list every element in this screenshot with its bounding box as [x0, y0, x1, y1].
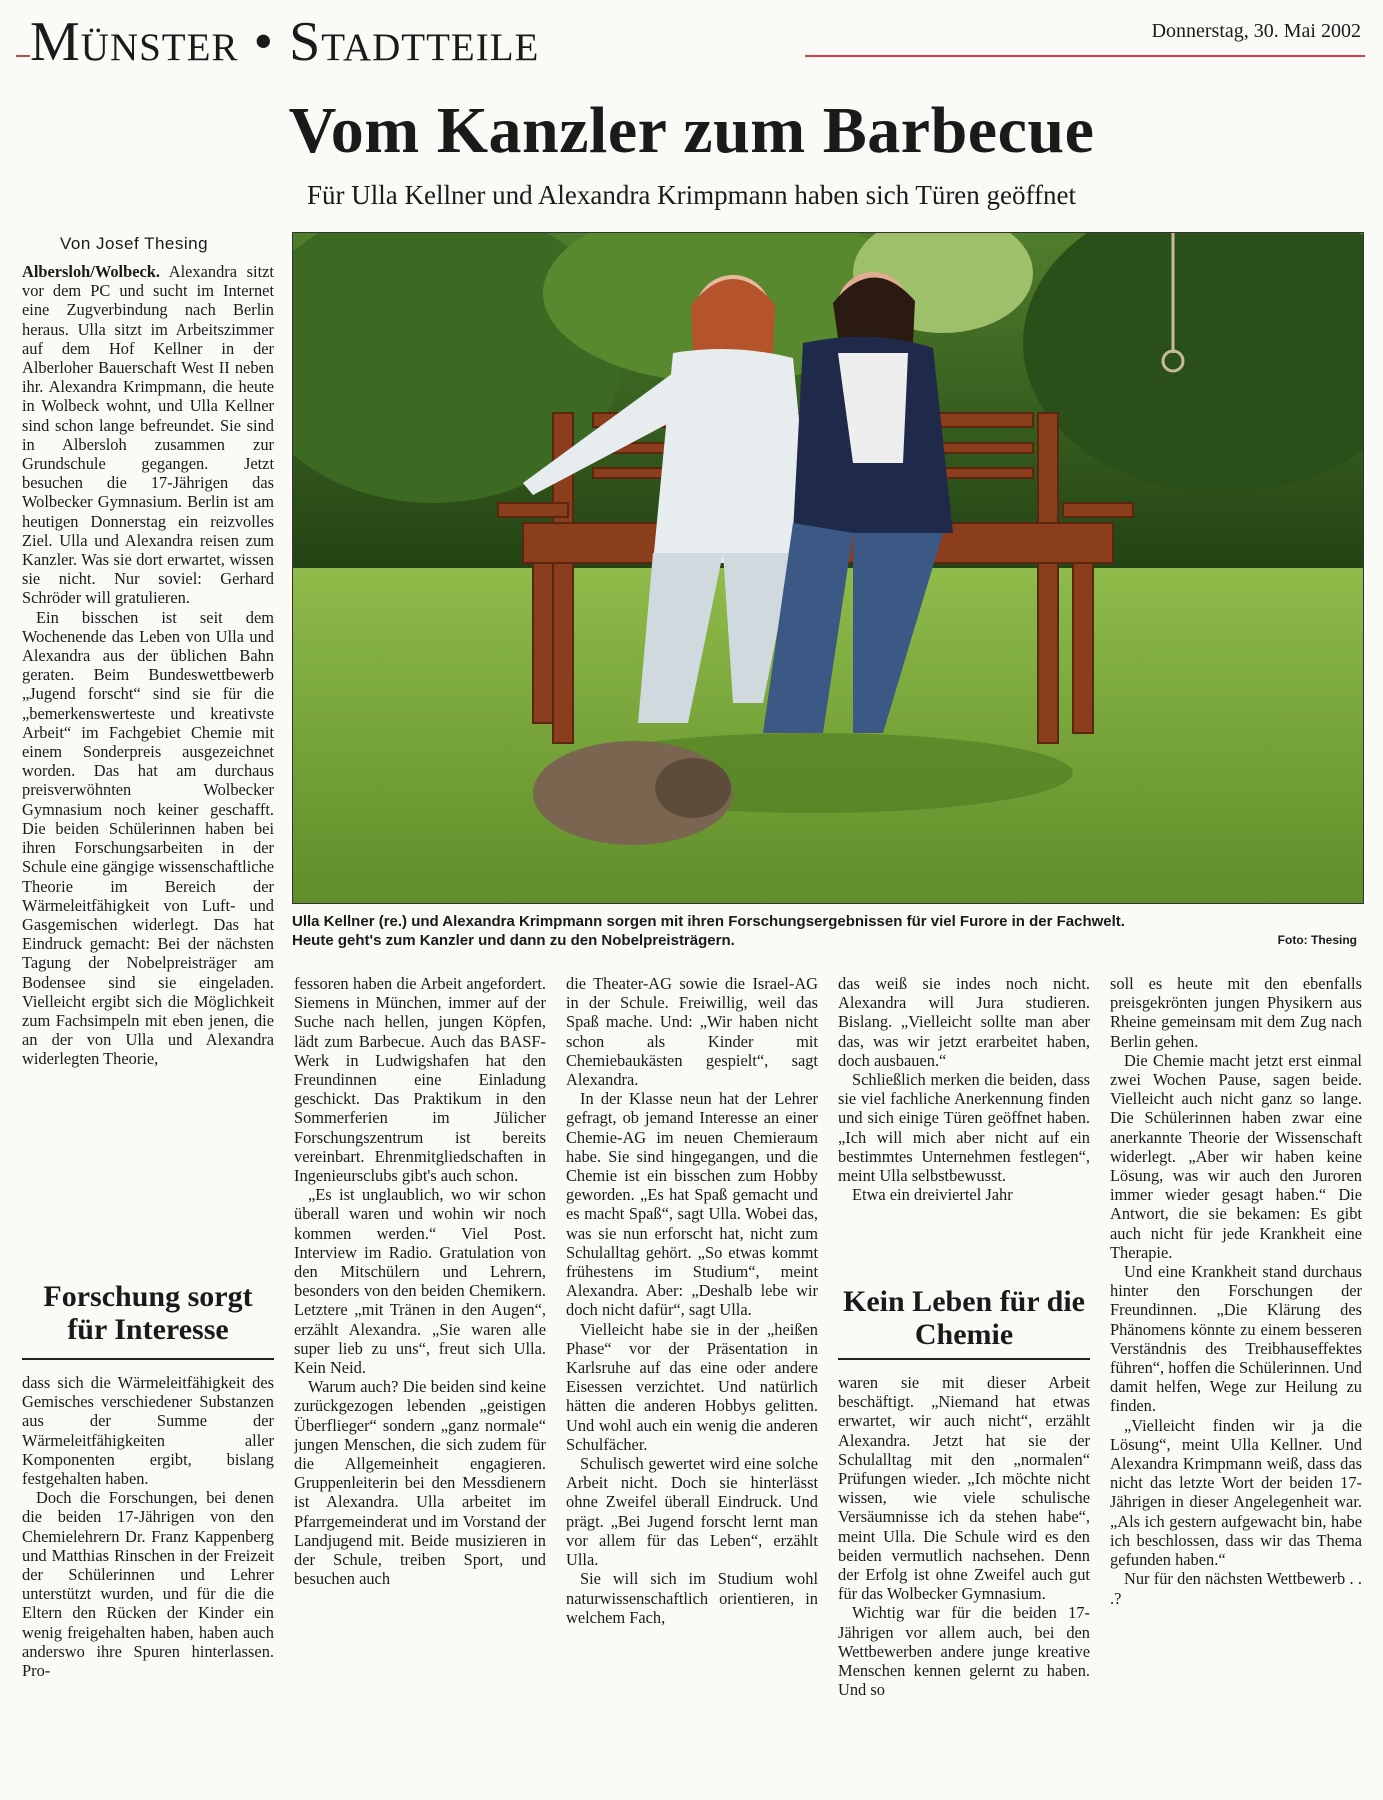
masthead-rule-right — [805, 55, 1365, 57]
col3-paragraph-5: Sie will sich im Studium wohl naturwissenschaftlich orientieren, in welchem Fach, — [566, 1569, 818, 1627]
col4-subhead: Kein Leben für die Chemie — [843, 1285, 1085, 1351]
col4-paragraph-4: waren sie mit dieser Arbeit beschäftigt. „Niemand hat etwas erwartet, wir auch nicht“, erzählt Alexandra. Jetzt hat sie der Schulalltag mit den „normalen“ Prüfungen wieder. „Ich möchte nicht wissen, wie viele schulische Versäumnisse ich da stehen habe“, meint Ulla. Die Schule wird es den beiden vermutlich nachsehen. Denn der Erfolg ist ohne Zweifel auch gut für das Wolbecker Gymnasium. — [838, 1373, 1090, 1604]
col3-paragraph-2: In der Klasse neun hat der Lehrer gefragt, ob jemand Interesse an einer Chemie-AG im neuen Chemieraum habe. Sie sind hingegangen, und die Chemie ist ein bisschen zum Hobby geworden. „Es hat Spaß gemacht und es macht Spaß“, sagt Ulla. Wobei das, was sie nun erforscht hat, nicht zum Schulalltag gehört. „So etwas kommt frühestens im Studium“, meint Alexandra. Aber: „Deshalb lebe wir doch nicht dafür“, sagt Ulla. — [566, 1089, 818, 1320]
headline: Vom Kanzler zum Barbecue — [288, 94, 1095, 167]
article-photo — [292, 232, 1364, 904]
caption-line-2: Heute geht's zum Kanzler und dann zu den Nobelpreisträgern. — [292, 932, 735, 949]
column-4-upper — [838, 974, 1090, 1274]
column-1-upper — [22, 262, 274, 1263]
col5-paragraph-1: soll es heute mit den ebenfalls preisgekrönten jungen Physikern aus Rheine gemeinsam mit dem Zug nach Berlin gehen. — [1110, 974, 1362, 1051]
col4-paragraph-2: Schließlich merken die beiden, dass sie viel fachliche Anerkennung finden und sich einige Türen geöffnet haben. „Ich will mich aber nicht auf ein bestimmtes Unternehmen festlegen“, meint Ulla selbstbewusst. — [838, 1070, 1090, 1186]
col2-paragraph-1: fessoren haben die Arbeit angefordert. Siemens in München, immer auf der Suche nach hellen, jungen Köpfen, lädt zum Barbecue. Auch das BASF-Werk in Ludwigshafen hat den Freundinnen eine Einladung geschickt. Das Praktikum in den Sommerferien im Jülicher Forschungszentrum ist bereits vereinbart. Ehrenmitgliedschaften in Ingenieursclubs gibt's auch schon. — [294, 974, 546, 1186]
col1-paragraph-3: dass sich die Wärmeleitfähigkeit des Gemisches verschiedener Substanzen aus der Summe der Wärmeleitfähigkeiten aller Komponenten ergibt, bislang festgehalten haben. — [22, 1373, 274, 1489]
column-5 — [1110, 974, 1362, 1790]
dateline: Donnerstag, 30. Mai 2002 — [1151, 20, 1361, 42]
col1-paragraph-4: Doch die Forschungen, bei denen die beiden 17-Jährigen von den Chemielehrern Dr. Franz Kappenberg und Matthias Rinschen in der Freizeit der Schülerinnen und Lehrer unterstützt wurden, und für die die Eltern den Rücken der Kinder ein wenig freigehalten haben, haben auch anderswo ihre Spuren hinterlassen. Pro- — [22, 1488, 274, 1681]
photo-credit: Foto: Thesing — [1277, 933, 1357, 947]
col5-paragraph-3: Und eine Krankheit stand durchaus hinter den Forschungen der Freundinnen. „Die Klärung des Phänomens könnte zu einem besseren Verständnis des Treibhauseffektes führen“, hoffen die Schülerinnen. Und damit helfen, Wege zur Heilung zu finden. — [1110, 1262, 1362, 1416]
col3-paragraph-1: die Theater-AG sowie die Israel-AG in der Schule. Freiwillig, weil das Spaß mache. Und: „Wir haben nicht schon als Kinder mit Chemiebaukästen gespielt“, sagt Alexandra. — [566, 974, 818, 1090]
col3-paragraph-3: Vielleicht habe sie in der „heißen Phase“ vor der Präsentation in Karlsruhe auf das eine oder andere Eisessen verzichtet. Und natürlich hätten die anderen Hobbys gelitten. Und wohl auch ein wenig die anderen Schulfächer. — [566, 1319, 818, 1454]
col5-paragraph-4: „Vielleicht finden wir ja die Lösung“, meint Ulla Kellner. Und Alexandra Krimpmann weiß, dass das nicht das letzte Wort der beiden 17-Jährigen in dieser Angelegenheit war. „Als ich gestern aufgewacht bin, habe ich beschlossen, dass wir das Thema gefunden haben.“ — [1110, 1415, 1362, 1570]
col4-paragraph-1: das weiß sie indes noch nicht. Alexandra will Jura studieren. Bislang. „Vielleicht sollte man aber das, was wir jetzt erarbeitet haben, doch ausbauen.“ — [838, 974, 1090, 1070]
column-3 — [566, 974, 818, 1790]
dateline-location: Albersloh/Wolbeck. — [22, 262, 160, 281]
col1-subhead: Forschung sorgt für Interesse — [43, 1280, 253, 1346]
col3-paragraph-4: Schulisch gewertet wird eine solche Arbeit nicht. Doch sie hinterlässt ohne Zweifel überall Eindruck. Und prägt. „Bei Jugend forscht lernt man vor allem für das Leben“, erzählt Ulla. — [566, 1454, 818, 1570]
photo-caption — [292, 912, 1362, 950]
column-4-lower — [838, 1373, 1090, 1790]
caption-line-1: Ulla Kellner (re.) und Alexandra Krimpmann sorgen mit ihren Forschungsergebnissen für viel Furore in der Fachwelt. — [292, 913, 1125, 930]
col1-paragraph-1: Albersloh/Wolbeck. Alexandra sitzt vor dem PC und sucht im Internet eine Zugverbindung nach Berlin heraus. Ulla sitzt im Arbeitszimmer auf dem Hof Kellner in der Alberloher Bauerschaft West II neben ihr. Alexandra Krimpmann, die heute in Wolbeck wohnt, und Ulla Kellner sind schon lange befreundet. Sie sind in Albersloh zusammen zur Grundschule gegangen. Jetzt besuchen die 17-Jährigen das Wolbecker Gymnasium. Berlin ist am heutigen Donnerstag ein reizvolles Ziel. Ulla und Alexandra reisen zum Kanzler. Was sie dort erwartet, wissen sie nicht. Nur soviel: Gerhard Schröder will gratulieren. — [22, 262, 274, 608]
col4-paragraph-5: Wichtig war für die beiden 17-Jährigen vor allem auch, bei den Wettbewerben andere junge kreative Menschen kennen gelernt zu haben. Und so — [838, 1603, 1090, 1700]
col1-paragraph-2: Ein bisschen ist seit dem Wochenende das Leben von Ulla und Alexandra aus der üblichen Bahn geraten. Beim Bundeswettbewerb „Jugend forscht“ sind sie für die „bemerkenswerteste und kreativste Arbeit“ im Fachgebiet Chemie mit einem Sonderpreis ausgezeichnet worden. Das hat am durchaus preisverwöhnten Wolbecker Gymnasium noch keiner geschafft. Die beiden Schülerinnen haben bei ihren Forschungsarbeiten in der Schule eine gängige wissenschaftliche Theorie im Bereich der Wärmeleitfähigkeit von Luft- und Gasgemischen widerlegt. Das hat Eindruck gemacht: Bei der nächsten Tagung der Nobelpreisträger am Bodensee sind sie eingeladen. Vielleicht ergibt sich die Möglichkeit zum Fachsimpeln mit eben jenen, die an der von Ulla und Alexandra widerlegten Theorie, — [22, 607, 274, 1069]
col5-paragraph-2: Die Chemie macht jetzt erst einmal zwei Wochen Pause, sagen beide. Vielleicht auch nicht ganz so lange. Die Schülerinnen haben zwar eine anerkannte Theorie der Wissenschaft widerlegt. „Aber wir haben keine Lösung, was wir auch den Juroren immer wieder gesagt haben.“ Die Antwort, die sie bekamen: Es gibt auch nicht für jede Krankheit eine Therapie. — [1110, 1050, 1362, 1262]
masthead-section: Münster — [30, 11, 239, 73]
masthead-subsection: Stadtteile — [289, 11, 540, 73]
col2-paragraph-2: „Es ist unglaublich, wo wir schon überall waren und wohin wir noch kommen werden.“ Viel Post. Interview im Radio. Gratulation von den Mitschülern und Lehrern, besonders von den beiden Chemikern. Letztere „mit Tränen in den Augen“, erzählt Alexandra. „Sie waren alle super lieb zu uns“, freut sich Ulla. Kein Neid. — [294, 1185, 546, 1378]
col4-subhead-rule — [838, 1358, 1090, 1360]
column-2 — [294, 974, 546, 1790]
masthead-bullet: • — [253, 11, 275, 73]
col2-paragraph-3: Warum auch? Die beiden sind keine zurückgezogen lebenden „geistigen Überflieger“ sondern „ganz normale“ jungen Menschen, die sich zudem für die Allgemeinheit engagieren. Gruppenleiterin bei den Messdienern ist Alexandra. Ulla arbeitet im Pfarrgemeinderat und im Vorstand der Landjugend mit. Beide musizieren in der Schule, treiben Sport, und besuchen auch — [294, 1377, 546, 1589]
col1-subhead-rule — [22, 1358, 274, 1360]
subheadline: Für Ulla Kellner und Alexandra Krimpmann haben sich Türen geöffnet — [306, 180, 1077, 210]
column-1-lower — [22, 1373, 274, 1790]
col4-paragraph-3: Etwa ein dreiviertel Jahr — [852, 1185, 1013, 1205]
dog — [533, 741, 733, 845]
byline: Von Josef Thesing — [60, 234, 209, 253]
col5-paragraph-5: Nur für den nächsten Wettbewerb . . .? — [1110, 1569, 1362, 1608]
photo-garden-bench-scene — [293, 233, 1363, 903]
section-masthead — [30, 10, 539, 74]
masthead-rule-left — [16, 55, 30, 57]
